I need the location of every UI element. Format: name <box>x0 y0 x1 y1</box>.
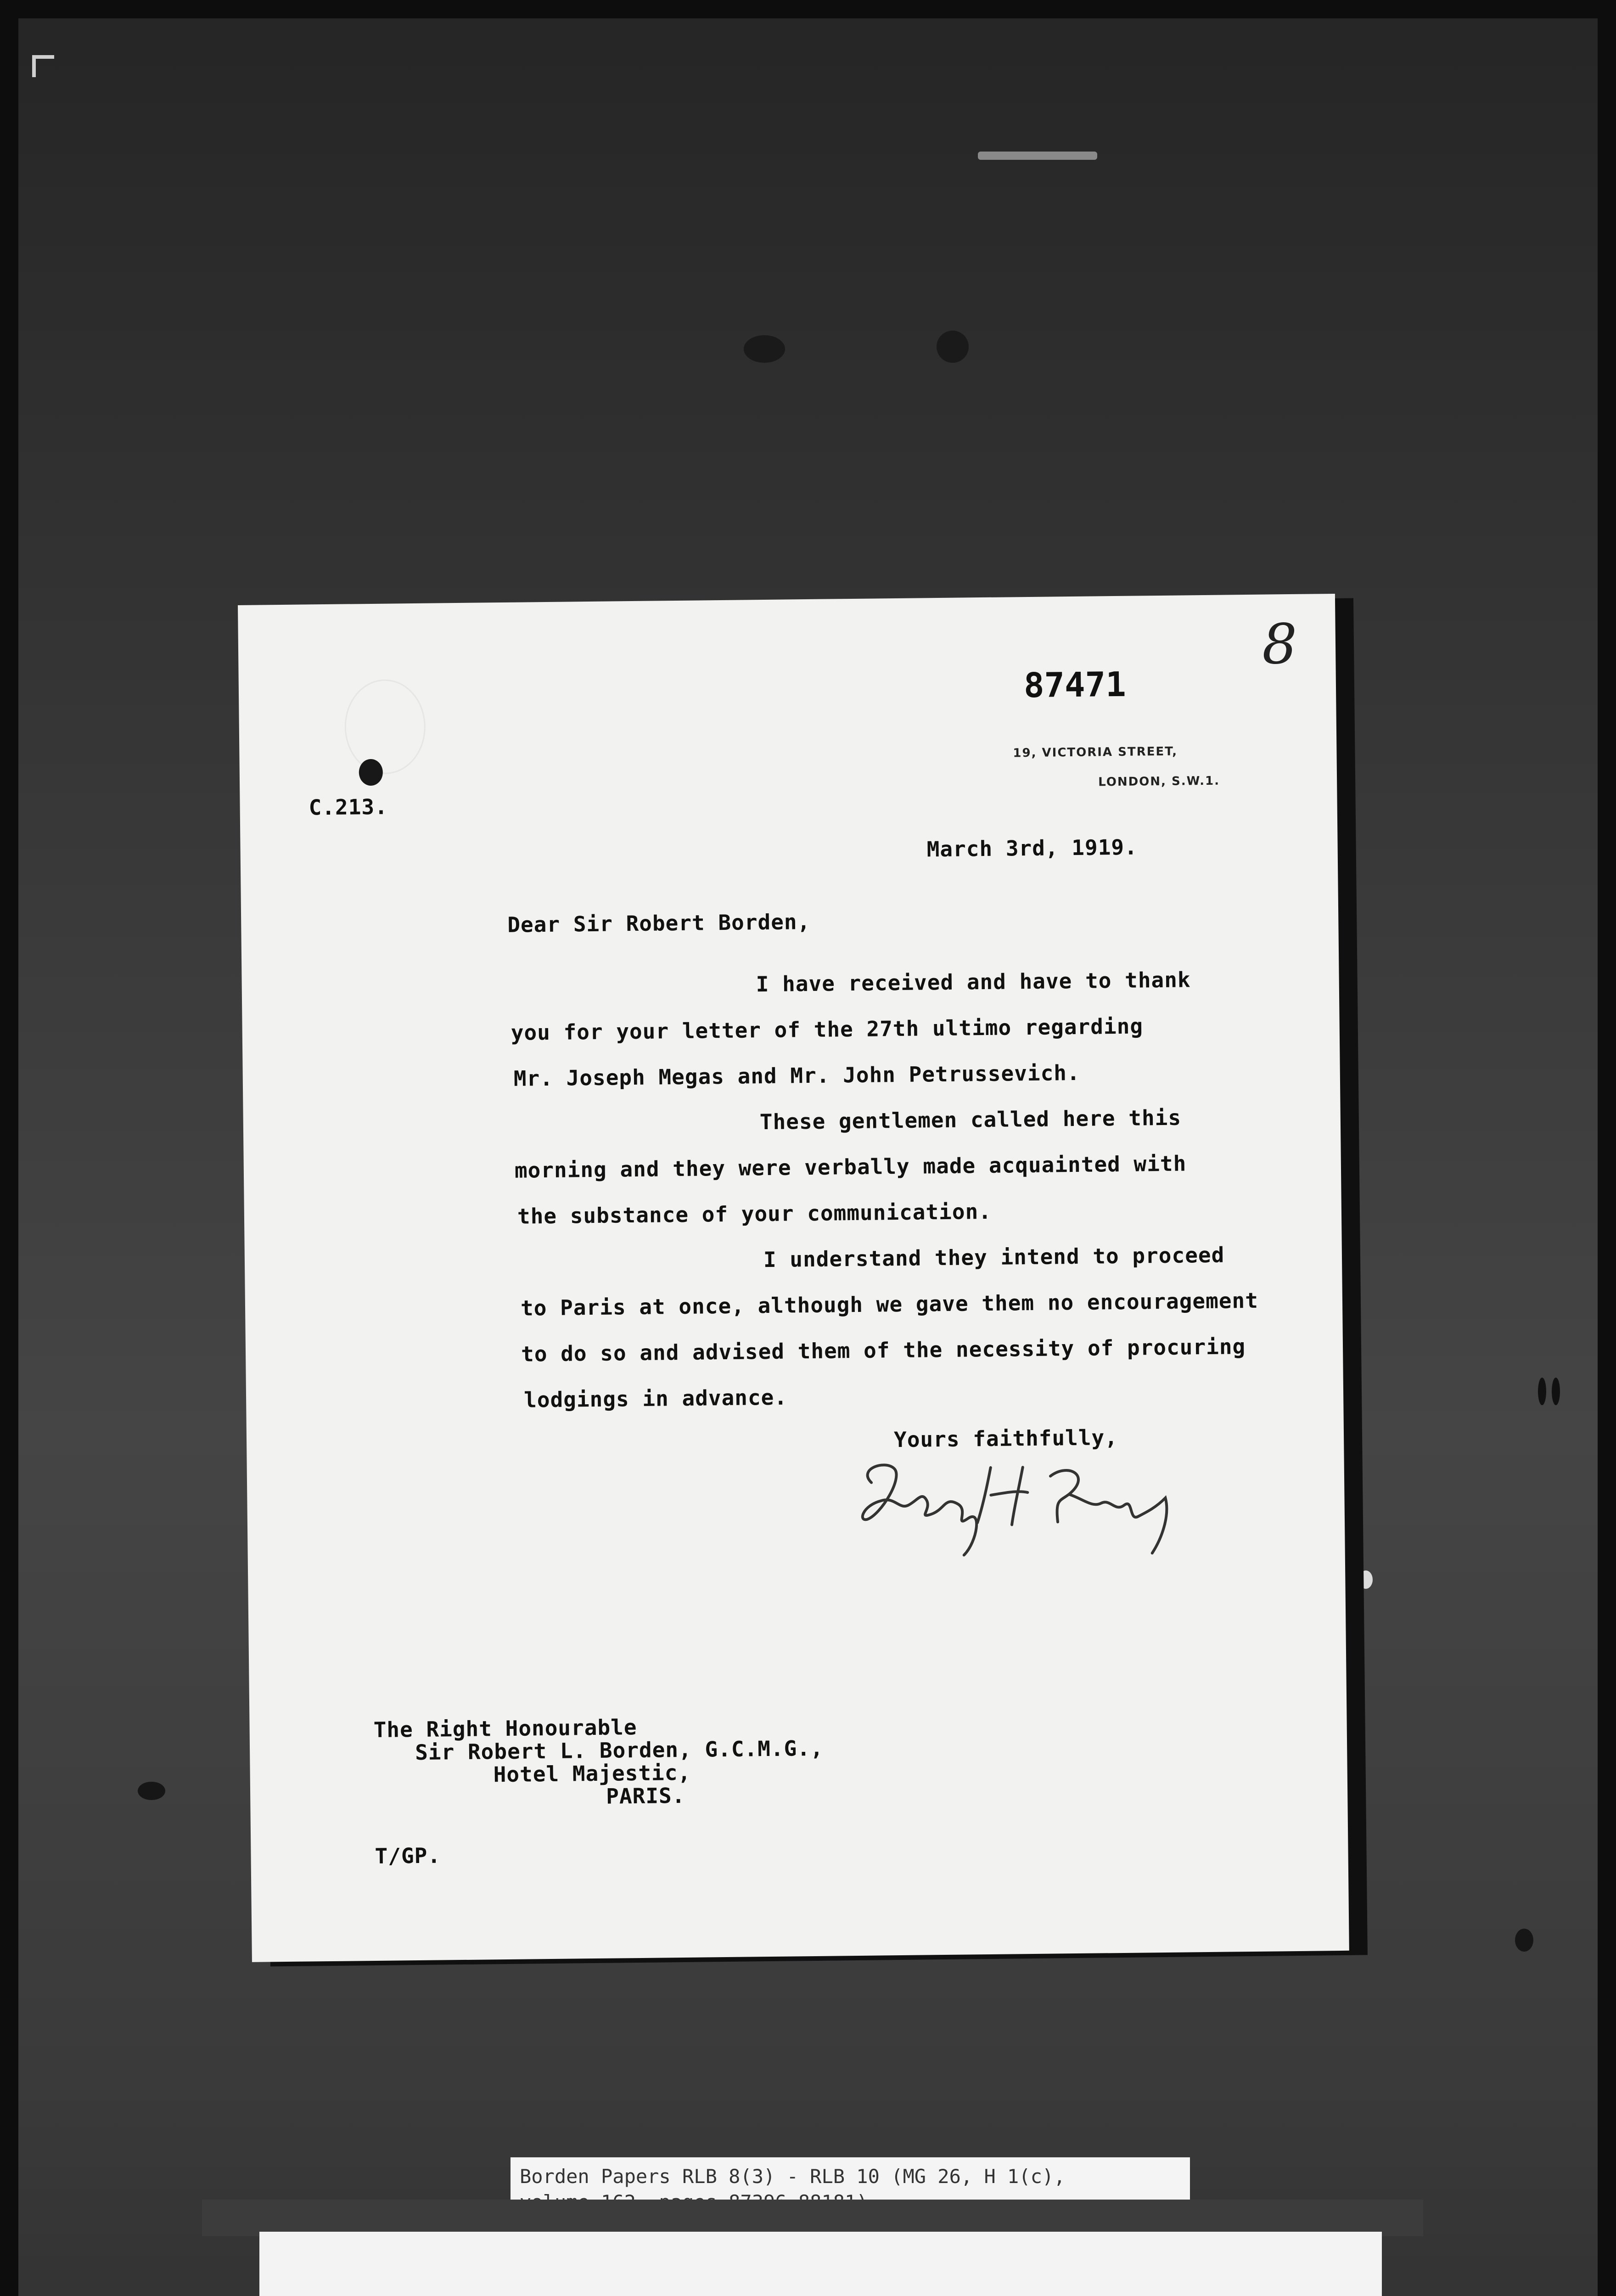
film-speck <box>1552 1378 1560 1405</box>
handwritten-signature <box>853 1447 1184 1561</box>
recipient-line: Sir Robert L. Borden, G.C.M.G., <box>415 1735 824 1765</box>
recipient-line: The Right Honourable <box>373 1715 637 1743</box>
body-line: to do so and advised them of the necessity of procuring <box>521 1334 1246 1367</box>
document-number: 87471 <box>1023 664 1127 706</box>
body-line: morning and they were verbally made acquainted with <box>514 1151 1187 1183</box>
file-reference: C.213. <box>309 794 388 820</box>
letterhead-address-line-2: LONDON, S.W.1. <box>1098 774 1220 789</box>
film-speck <box>1515 1929 1533 1952</box>
archive-card-backing <box>202 2200 1423 2236</box>
body-line: I have received and have to thank <box>756 967 1191 997</box>
film-speck <box>1538 1378 1546 1405</box>
frame-corner-mark <box>32 55 54 77</box>
body-line: Mr. Joseph Megas and Mr. John Petrussevich. <box>513 1060 1080 1091</box>
typist-initials: T/GP. <box>375 1843 441 1869</box>
recipient-line: Hotel Majestic, <box>493 1760 691 1787</box>
closing: Yours faithfully, <box>893 1425 1118 1452</box>
letter-date: March 3rd, 1919. <box>926 834 1138 862</box>
body-line: lodgings in advance. <box>523 1384 788 1412</box>
film-speck <box>744 335 785 363</box>
body-line: I understand they intend to proceed <box>763 1242 1225 1272</box>
film-speck <box>1359 1570 1373 1589</box>
film-speck <box>138 1782 165 1800</box>
film-speck <box>937 331 969 363</box>
body-line: to Paris at once, although we gave them no encouragement <box>520 1288 1259 1321</box>
body-line: These gentlemen called here this <box>759 1105 1182 1135</box>
salutation: Dear Sir Robert Borden, <box>507 909 811 937</box>
folio-number: 8 <box>1262 612 1298 677</box>
recipient-line: PARIS. <box>606 1783 685 1809</box>
body-line: the substance of your communication. <box>517 1199 992 1229</box>
body-line: you for your letter of the 27th ultimo regarding <box>511 1013 1144 1045</box>
reference-line-1: Borden Papers RLB 8(3) - RLB 10 (MG 26, H 1(c), <box>520 2165 1066 2188</box>
punch-hole <box>359 759 383 786</box>
archives-card <box>259 2232 1382 2296</box>
letter-page <box>238 594 1349 1962</box>
film-scratch <box>978 152 1097 160</box>
embossed-seal <box>344 679 426 775</box>
letterhead-address-line-1: 19, VICTORIA STREET, <box>1013 744 1178 760</box>
